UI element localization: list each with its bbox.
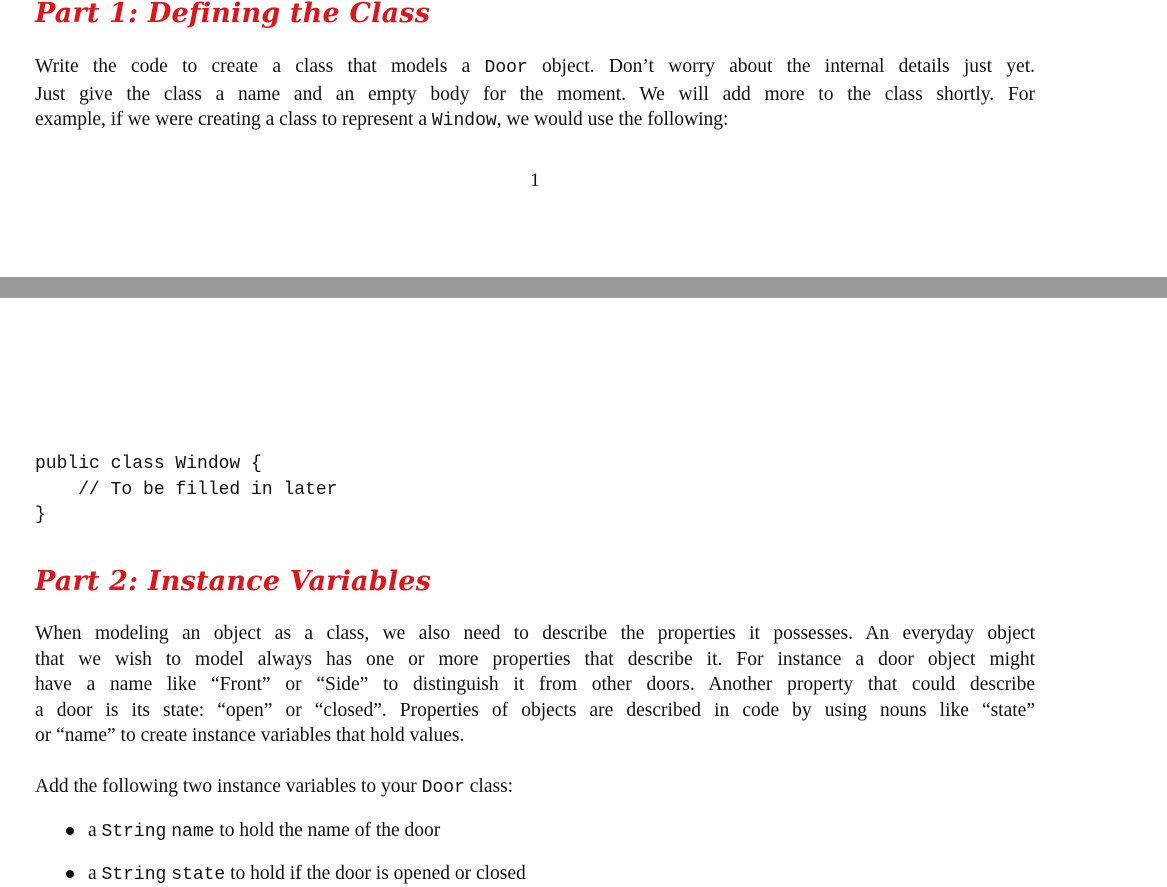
page-separator [0, 277, 1167, 298]
code-line: // To be filled in later [35, 479, 338, 500]
code-line: } [35, 505, 46, 525]
part-2-paragraph [35, 621, 1035, 749]
inline-code: String [101, 822, 167, 842]
paragraph-line: Write the code to create a class that models a Door object. Don’t worry about the internal details just yet. [35, 56, 1035, 78]
code-line: public class Window { [35, 454, 262, 474]
page-number: 1 [530, 170, 540, 191]
page-1-bottom [0, 0, 1167, 277]
inline-code: String [101, 865, 167, 885]
part-2-heading: Part 2: Instance Variables [35, 566, 432, 597]
inline-code: Window [431, 111, 497, 131]
paragraph-line: Just give the class a name and an empty body for the moment. We will add more to the class shortly. For [35, 83, 1035, 105]
paragraph-line: When modeling an object as a class, we also need to describe the properties it possesses. An everyday object [35, 623, 1035, 644]
page-2-top [0, 298, 1167, 887]
add-instruction: Add the following two instance variables to your Door class: [35, 776, 514, 798]
bullet-icon [66, 827, 74, 835]
paragraph-line: a door is its state: “open” or “closed”. Properties of objects are described in code by using nouns like “state” [35, 699, 1035, 721]
inline-code: Door [484, 58, 528, 78]
paragraph-line: that we wish to model always has one or more properties that describe it. For instance a door object might [35, 648, 1035, 670]
inline-code: Door [421, 778, 465, 798]
part-1-heading: Part 1: Defining the Class [35, 0, 431, 29]
list-item: a String state to hold if the door is opened or closed [35, 861, 526, 887]
paragraph-line: have a name like “Front” or “Side” to distinguish it from other doors. Another property that could describe [35, 674, 1035, 695]
bullet-icon [66, 870, 74, 878]
paragraph-line: or “name” to create instance variables that hold values. [35, 725, 465, 746]
part-1-paragraph [35, 54, 1035, 135]
inline-code: state [171, 865, 226, 885]
inline-code: name [171, 822, 215, 842]
list-item: a String name to hold the name of the door [35, 818, 526, 861]
paragraph-line: example, if we were creating a class to represent a Window, we would use the following: [35, 109, 729, 131]
instance-variable-list [35, 818, 526, 887]
code-block [35, 452, 337, 529]
